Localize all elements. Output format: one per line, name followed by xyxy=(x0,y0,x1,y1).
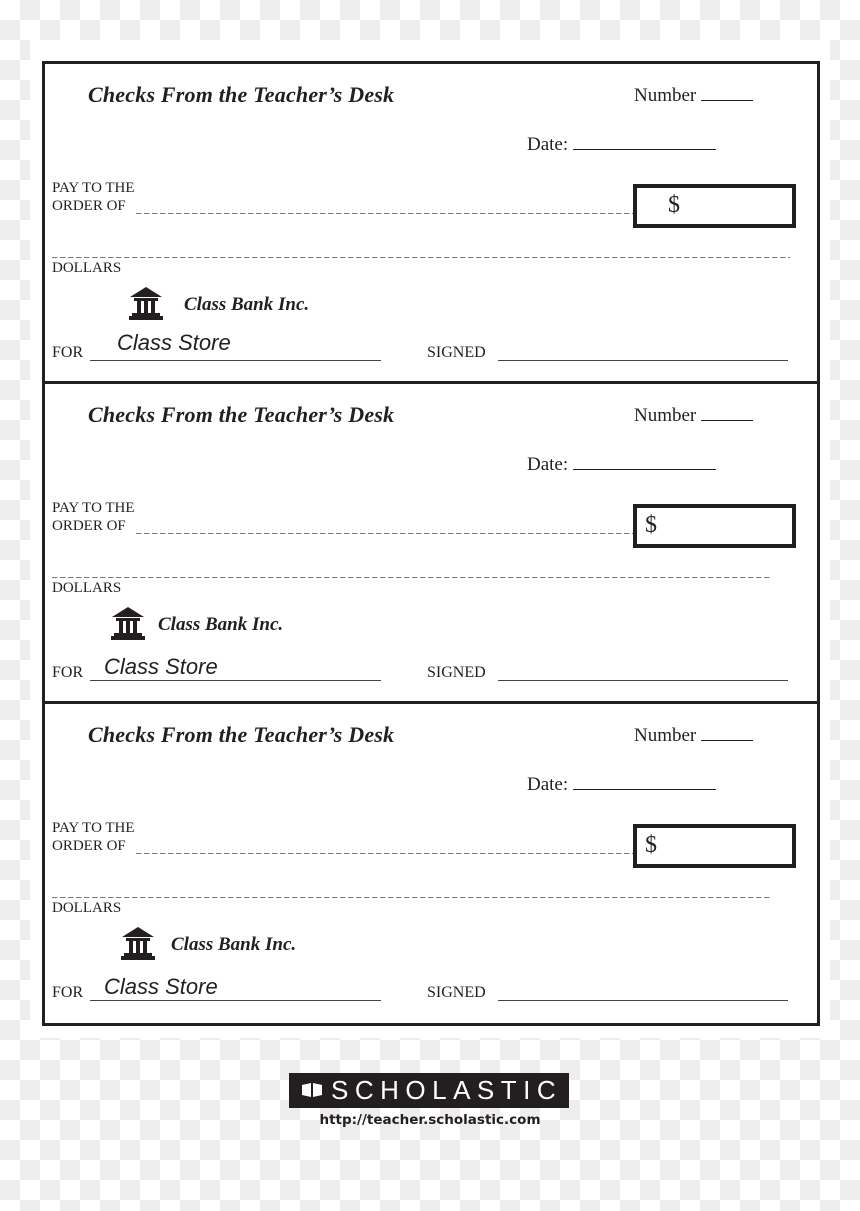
brand-name: SCHOLASTIC xyxy=(331,1075,563,1105)
signature-line[interactable] xyxy=(498,680,788,681)
pay-to-label: PAY TO THE ORDER OF xyxy=(52,500,135,534)
check-number-field[interactable] xyxy=(634,405,753,427)
dollar-sign: $ xyxy=(668,192,680,218)
for-label: FOR xyxy=(52,984,84,1001)
check-title: Checks From the Teacher’s Desk xyxy=(88,82,395,107)
number-label: Number xyxy=(634,85,697,106)
amount-box[interactable] xyxy=(633,504,796,548)
dollar-sign: $ xyxy=(645,832,657,858)
amount-words-line[interactable] xyxy=(52,897,772,898)
number-label: Number xyxy=(634,725,697,746)
check-title: Checks From the Teacher’s Desk xyxy=(88,402,395,427)
date-label: Date: xyxy=(527,774,569,795)
pay-to-label: PAY TO THE ORDER OF xyxy=(52,820,135,854)
bank-name: Class Bank Inc. xyxy=(171,934,297,955)
amount-box[interactable] xyxy=(633,184,796,228)
dollars-label: DOLLARS xyxy=(52,260,122,276)
signature-line[interactable] xyxy=(498,1000,788,1001)
bank-building-icon xyxy=(120,925,156,961)
for-line[interactable] xyxy=(90,360,381,361)
open-book-icon xyxy=(301,1083,323,1097)
date-label: Date: xyxy=(527,134,569,155)
for-label: FOR xyxy=(52,344,84,361)
memo-value[interactable]: Class Store xyxy=(117,330,231,355)
check-1 xyxy=(42,64,820,384)
check-2 xyxy=(42,384,820,704)
for-line[interactable] xyxy=(90,680,381,681)
amount-box[interactable] xyxy=(633,824,796,868)
dollar-sign: $ xyxy=(645,512,657,538)
for-label: FOR xyxy=(52,664,84,681)
payee-line[interactable] xyxy=(136,533,634,534)
bank-building-icon xyxy=(110,605,146,641)
memo-value[interactable]: Class Store xyxy=(104,974,218,999)
bank-building-icon xyxy=(128,285,164,321)
amount-words-line[interactable] xyxy=(52,257,790,258)
signature-line[interactable] xyxy=(498,360,788,361)
signed-label: SIGNED xyxy=(427,984,486,1001)
payee-line[interactable] xyxy=(136,853,634,854)
date-field[interactable] xyxy=(527,134,716,156)
signed-label: SIGNED xyxy=(427,664,486,681)
dollars-label: DOLLARS xyxy=(52,580,122,596)
check-title: Checks From the Teacher’s Desk xyxy=(88,722,395,747)
bank-name: Class Bank Inc. xyxy=(158,614,284,635)
date-field[interactable] xyxy=(527,774,716,796)
check-number-field[interactable] xyxy=(634,725,753,747)
check-number-field[interactable] xyxy=(634,85,753,107)
number-label: Number xyxy=(634,405,697,426)
for-line[interactable] xyxy=(90,1000,381,1001)
date-label: Date: xyxy=(527,454,569,475)
dollars-label: DOLLARS xyxy=(52,900,122,916)
payee-line[interactable] xyxy=(136,213,634,214)
pay-to-label: PAY TO THE ORDER OF xyxy=(52,180,135,214)
check-3 xyxy=(42,704,820,1024)
date-field[interactable] xyxy=(527,454,716,476)
memo-value[interactable]: Class Store xyxy=(104,654,218,679)
signed-label: SIGNED xyxy=(427,344,486,361)
amount-words-line[interactable] xyxy=(52,577,772,578)
scholastic-logo xyxy=(289,1073,569,1108)
bank-name: Class Bank Inc. xyxy=(184,294,310,315)
footer-url[interactable]: http://teacher.scholastic.com xyxy=(319,1112,541,1128)
